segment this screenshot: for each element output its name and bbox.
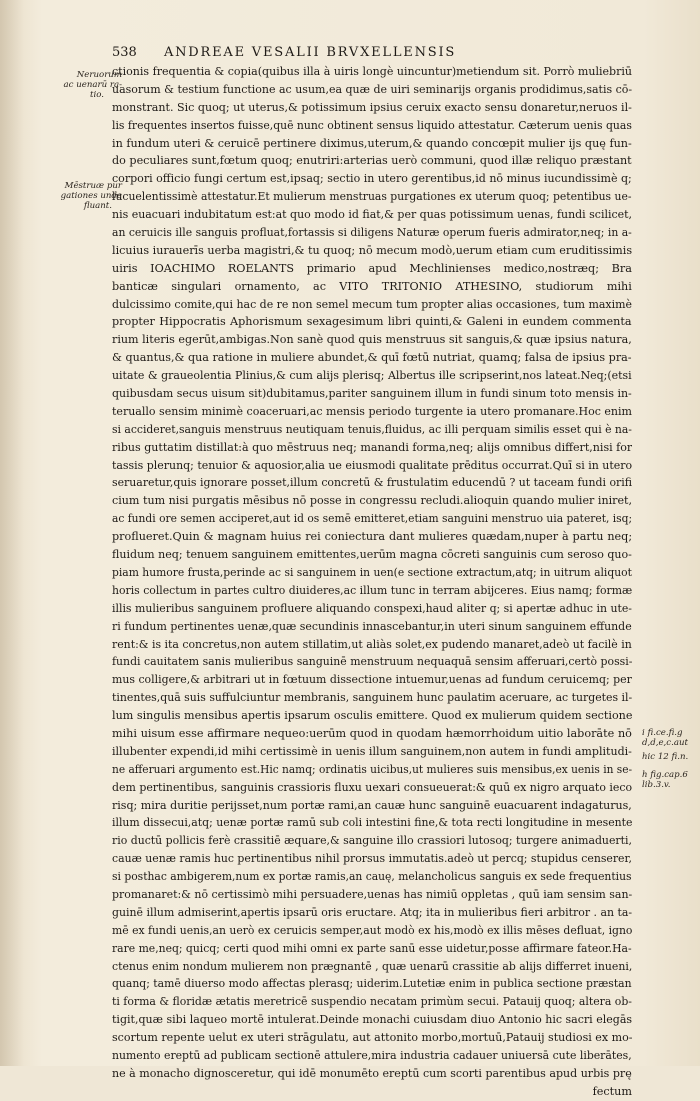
text-line: ctenus enim nondum mulierem non prægnantē , quæ uenarū crassitie ab alijs differret inueni, (112, 959, 632, 973)
text-line: promanaret:& nō certissimò mihi persuadere,uenas has nimiū oppletas , quū iam sensim san- (112, 887, 632, 901)
margin-note-line: h fig.cap.6 (642, 770, 688, 780)
text-line: an ceruicis ille sanguis profluat,fortassis si diligens Naturæ operum fueris admirator,neq; in a- (112, 226, 632, 240)
margin-note-line: gationes unde (60, 191, 122, 201)
running-header (112, 44, 632, 62)
text-line: mus colligere,& arbitrari ut in fœtuum dissectione intuemur,uenas ad fundum ceruicemq; per (112, 673, 632, 687)
margin-note-right-1 (642, 728, 698, 748)
margin-note-line: hic 12 fi.n. (642, 752, 689, 762)
text-line: piam humore frusta,perinde ac si sanguinem in uen(e sectione extractum,atq; in uitrum aliquot (112, 565, 632, 579)
text-line: ti forma & floridæ ætatis meretricē suspendio necatam primùm secui. Patauij quoq; altera ob- (112, 995, 632, 1009)
margin-note-line: lib.3.v. (642, 780, 671, 790)
text-line: numento ereptū ad publicam sectionē attulere,mira industria cadauer uniuersā cute liberātes, (112, 1048, 632, 1062)
margin-note-line: Mēstruæ pur (64, 181, 122, 191)
margin-note-line: d,d,e,c.aut (642, 738, 688, 748)
text-line: rent:& is ita concretus,non autem stillatim,ut aliàs solet,ex pudendo manaret,adeò ut facilè in (112, 637, 632, 651)
margin-note-line: fluant. (83, 201, 112, 211)
text-line: cauæ uenæ ramis huc pertinentibus nihil prorsus immutatis.adeò ut percq; stupidus censerer, (112, 852, 632, 866)
text-line: tigit,quæ sibi laqueo mortē intulerat.Deinde monachi cuiusdam diuo Antonio hic sacri elegās (112, 1013, 632, 1027)
text-line: monstrant. Sic quoq; ut uterus,& potissimum ipsius ceruix exacto sensu donaretur,neruos il- (112, 100, 632, 114)
text-line: propter Hippocratis Aphorismum sexagesimum libri quinti,& Galeni in eundem commenta (112, 315, 632, 329)
text-line: uitate & graueolentia Plinius,& cum alijs plerisq; Albertus ille scripserint,nos lateat.Neq;(etsi (112, 369, 632, 383)
margin-note-line: tio. (90, 90, 104, 100)
text-line: licuius iurauerīs uerba magistri,& tu quoq; nō mecum modò,uerum etiam cum eruditissimis (112, 243, 632, 257)
margin-note-right-2 (642, 752, 698, 762)
margin-note-line: ac uenarū ra- (63, 80, 122, 90)
text-line: ctionis frequentia & copia(quibus illa à uiris longè uincuntur)metiendum sit. Porrò muliebriū (112, 65, 632, 78)
text-line: lucuelentissimè attestatur.Et mulierum menstruas purgationes ex uterum quoq; petentibus ue- (112, 190, 632, 204)
text-line: ac fundi ore semen acciperet,aut id os semē emitteret,etiam sanguini menstruo uia pateret, isq; (112, 512, 632, 526)
margin-note-left-2 (58, 181, 122, 211)
text-line: si accideret,sanguis menstruus neutiquam tenuis,fluidus, ac illi perquam similis esset qui è na- (112, 422, 632, 436)
text-line: risq; mira duritie perijsset,num portæ rami,an cauæ hunc sanguinē euacuarent indagaturus, (112, 798, 632, 812)
text-line: seruaretur,quis ignorare posset,illum concretū & frustulatim educendū ? ut taceam fundi orifi (112, 476, 632, 490)
text-line: lum singulis mensibus apertis ipsarum osculis emittere. Quod ex mulierum quidem sectione (112, 709, 632, 723)
text-line: ri fundum pertinentes uenæ,quæ secundinis innascebantur,in uteri sinum sanguinem effunde (112, 619, 632, 633)
text-line: cium tum nisi purgatis mēsibus nō posse in congressu recludi.alioquin quando mulier iniret, (112, 494, 632, 508)
text-line: dulcissimo comite,qui hac de re non semel mecum tum propter alias occasiones, tum maximè (112, 297, 632, 311)
text-line: ne afferuari argumento est.Hic namq; ordinatis uicibus,ut mulieres suis mensibus,ex uenis in se- (112, 762, 632, 776)
margin-note-right-3 (642, 770, 698, 790)
text-line: mihi uisum esse affirmare nequeo:uerūm quod in quodam hæmorrhoidum uitio laborāte nō (112, 726, 632, 740)
text-line: dem pertinentibus, sanguinis crassioris fluxu uexari consueuerat:& quū ex nigro arquato ieco (112, 780, 632, 794)
text-line: si posthac ambigerem,num ex portæ ramis,an cauę, melancholicus sanguis ex sede frequentius (112, 870, 632, 884)
text-line: rio ductū pollicis ferè crassitiē æquare,& sanguine illo crassiori lutosoq; turgere animaduerti, (112, 834, 632, 848)
text-line: rare me,neq; quicq; certi quod mihi omni ex parte sanū esse uidetur,posse affirmare fateor.Ha- (112, 941, 632, 955)
text-line: proflueret.Quin & magnam huius rei coniectura dant mulieres quædam,nuper à partu neq; (112, 530, 632, 544)
text-line: in fundum uteri & ceruicē pertinere diximus,uterum,& quando concœpit mulier ijs quę fun- (112, 136, 632, 150)
text-line: tassis plerunq; tenuior & aquosior,alia ue eiusmodi qualitate prēditus occurrat.Quī si in utero (112, 458, 632, 472)
text-line: uiris IOACHIMO ROELANTS primario apud Mechlinienses medico,nostræq; Bra (112, 261, 632, 275)
text-line: ne à monacho dignosceretur, qui idē monumēto ereptū cum scorti parentibus apud urbis prę (112, 1066, 632, 1080)
gutter-shadow (0, 0, 24, 1066)
text-line: illum dissecui,atq; uenæ portæ ramū sub coli intestini fine,& tota recti longitudine in mesente (112, 816, 632, 830)
text-line: ribus guttatim distillat:à quo mēstruus neq; manandi forma,neq; alijs omnibus differt,nisi for (112, 440, 632, 454)
text-line: & quantus,& qua ratione in muliere abundet,& quī fœtū nutriat, quamq; falsa de ipsius pra- (112, 351, 632, 365)
text-line: quibusdam secus uisum sit)dubitamus,pariter sanguinem illum in fundi sinum toto mensis in- (112, 387, 632, 401)
text-line: quanq; tamē diuerso modo affectas plerasq; uiderim.Lutetiæ enim in publica sectione præstan (112, 977, 632, 991)
text-line: corpori officio fungi certum est,ipsaq; sectio in utero gerentibus,id nō minus iucundissimè q; (112, 172, 632, 186)
text-line: banticæ singulari ornamento, ac VITO TRITONIO ATHESINO, studiorum mihi (112, 279, 632, 293)
text-line: uasorum & testium functione ac usum,ea quæ de uiri seminarijs organis prodidimus,satis cō- (112, 82, 632, 96)
text-line: illis mulieribus sanguinem profluere aliquando conspexi,haud aliter q; si apertæ adhuc in ute- (112, 601, 632, 615)
running-title: ANDREAE VESALII BRVXELLENSIS (163, 45, 457, 60)
body-text (112, 63, 632, 1101)
text-line: scortum repente uelut ex uteri strāgulatu, aut attonito morbo,mortuū,Patauij studiosi ex mo- (112, 1031, 632, 1045)
text-line: tinentes,quā suis suffulciuntur membranis, sanguinem hunc paulatim aceruare, ac turgetes il- (112, 691, 632, 705)
text-line: rium literis egerūt,ambigas.Non sanè quod quis menstruus sit sanguis,& quæ ipsius natura, (112, 333, 632, 347)
margin-note-left-1 (58, 70, 122, 100)
text-line: illubenter expendi,id mihi certissimè in uenis illum sanguinem,non autem in fundi amplitudi- (112, 744, 632, 758)
text-line: do peculiares sunt,fœtum quoq; enutriri:arterias uerò communi, quod illæ reliquo præstant (112, 154, 632, 168)
text-line: fundi cauitatem sanis mulieribus sanguinē menstruum nequaquā sensim afferuari,certò possi- (112, 655, 632, 669)
margin-note-line: i fi.ce.fi.g (642, 728, 683, 738)
text-line: teruallo sensim minimè coaceruari,ac mensis periodo turgente ia utero promanare.Hoc enim (112, 404, 632, 418)
text-line: guinē illum admiserint,apertis ipsarū oris eructare. Atq; ita in mulieribus fieri arbitror . an ta- (112, 905, 632, 919)
text-line: mē ex fundi uenis,an uerò ex ceruicis semper,aut modò ex his,modò ex illis mēses defluat, igno (112, 923, 632, 937)
margin-note-line: Neruorum (76, 70, 122, 80)
page-number: 538 (112, 45, 137, 60)
text-line: nis euacuari indubitatum est:at quo modo id fiat,& per quas potissimum uenas, fundi scilicet, (112, 208, 632, 222)
text-line: fectum (592, 1084, 632, 1098)
text-line: lis frequentes insertos fuisse,quē nunc obtinent sensus liquido attestatur. Cæterum uenis quas (112, 118, 632, 132)
text-line: horis collectum in partes cultro diuideres,ac illum tunc in terram abijceres. Eius namq; formæ (112, 583, 632, 597)
text-line: fluidum neq; tenuem sanguinem emittentes,uerūm magna cōcreti sanguinis cum seroso quo- (112, 548, 632, 562)
